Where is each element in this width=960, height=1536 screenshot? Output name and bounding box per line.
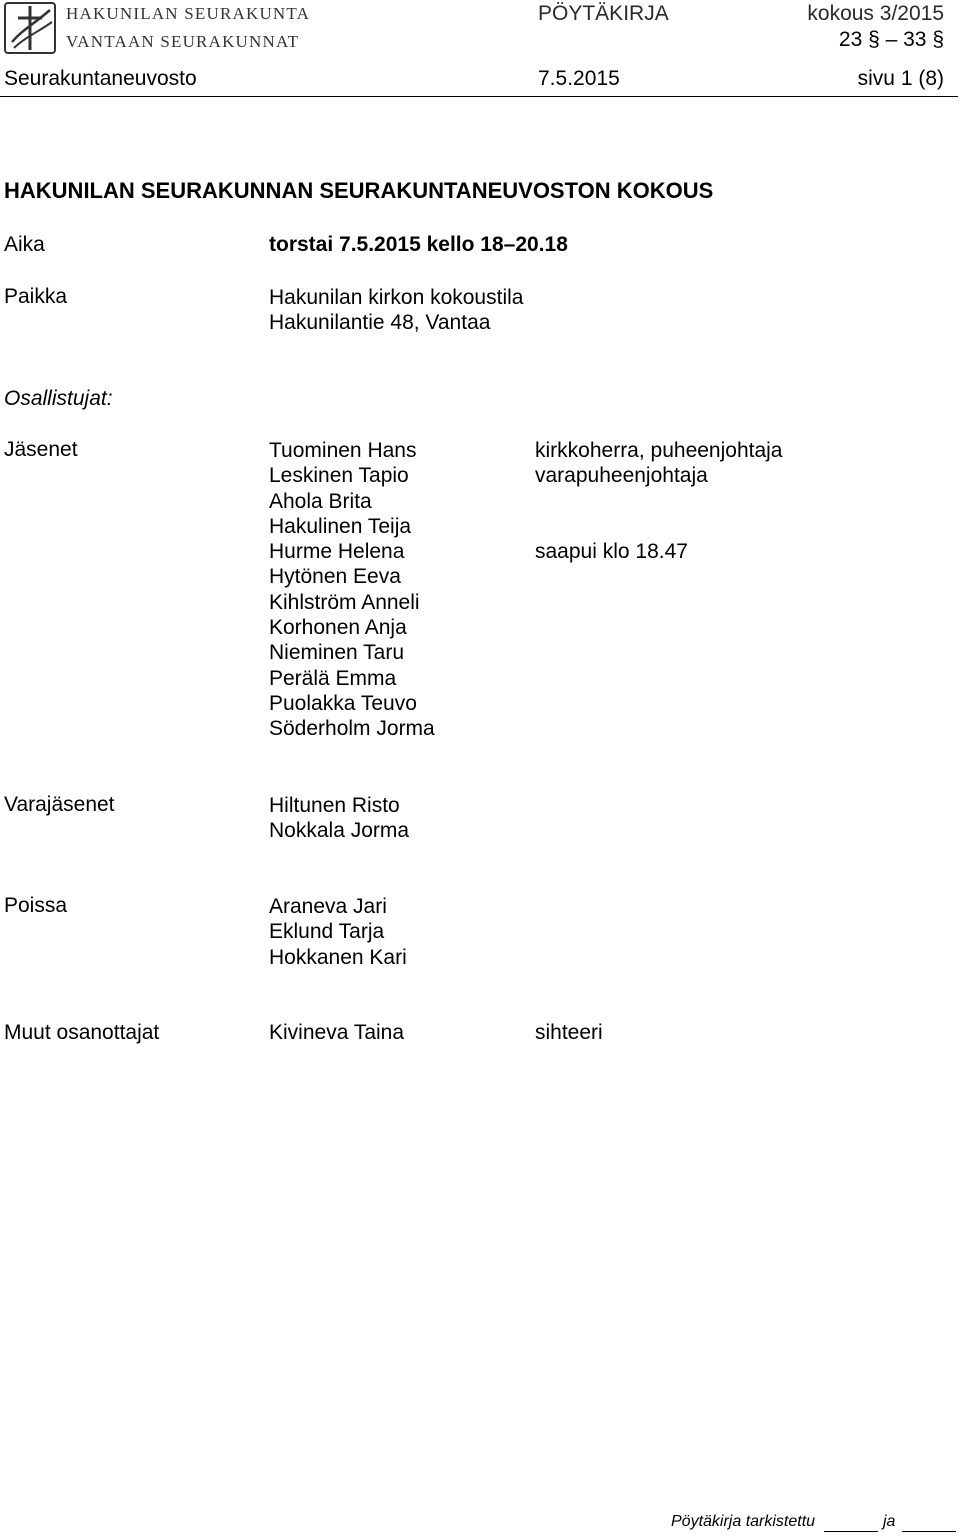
place-label: Paikka [4, 285, 68, 308]
signature-blank-1 [824, 1531, 878, 1532]
substitute-name: Nokkala Jorma [269, 819, 410, 843]
header-divider [0, 96, 958, 97]
member-note: kirkkoherra, puheenjohtaja [535, 439, 783, 462]
absent-label: Poissa [4, 894, 68, 917]
member-name: Kihlström Anneli [269, 590, 420, 614]
member-note: varapuheenjohtaja [535, 464, 708, 488]
footer-checked-label: Pöytäkirja tarkistettu [671, 1513, 816, 1530]
participants-heading: Osallistujat: [4, 387, 113, 410]
church-logo-icon [4, 2, 56, 54]
members-label: Jäsenet [4, 438, 78, 461]
others-name: Kivineva Taina [269, 1021, 405, 1044]
member-name: Puolakka Teuvo [269, 691, 417, 715]
section-range: 23 § – 33 § [838, 28, 944, 51]
absent-list [269, 894, 407, 970]
member-name: Nieminen Taru [269, 641, 405, 665]
member-name: Leskinen Tapio [269, 464, 409, 488]
member-note [535, 514, 783, 539]
page-number: sivu 1 (8) [857, 67, 944, 90]
place-line-1: Hakunilan kirkon kokoustila [269, 286, 524, 309]
absent-name: Hokkanen Kari [269, 945, 407, 969]
member-name: Tuominen Hans [269, 439, 417, 462]
body-name: Seurakuntaneuvosto [4, 67, 197, 90]
member-name: Hakulinen Teija [269, 514, 412, 538]
signature-blank-2 [902, 1531, 956, 1532]
document-type: PÖYTÄKIRJA [538, 2, 669, 25]
absent-name: Araneva Jari [269, 895, 387, 918]
others-role: sihteeri [535, 1021, 603, 1044]
footer-and-label: ja [883, 1513, 896, 1530]
members-notes [535, 438, 783, 564]
meeting-date: 7.5.2015 [538, 67, 620, 90]
substitutes-label: Varajäsenet [4, 793, 115, 816]
member-name: Korhonen Anja [269, 616, 407, 640]
member-name: Perälä Emma [269, 666, 397, 690]
meeting-number: kokous 3/2015 [807, 2, 944, 25]
member-note: saapui klo 18.47 [535, 540, 688, 564]
page-title: HAKUNILAN SEURAKUNNAN SEURAKUNTANEUVOSTON KOKOUS [4, 178, 714, 203]
org-subname: VANTAAN SEURAKUNNAT [66, 32, 300, 51]
member-note [535, 489, 783, 514]
member-name: Ahola Brita [269, 489, 372, 513]
place-line-2: Hakunilantie 48, Vantaa [269, 311, 491, 335]
absent-name: Eklund Tarja [269, 920, 385, 944]
substitutes-list [269, 793, 409, 844]
place-value [269, 285, 523, 336]
others-label: Muut osanottajat [4, 1021, 160, 1044]
member-name: Söderholm Jorma [269, 717, 435, 741]
members-list [269, 438, 435, 742]
time-value: torstai 7.5.2015 kello 18–20.18 [269, 233, 568, 256]
org-name: HAKUNILAN SEURAKUNTA [66, 4, 311, 23]
member-name: Hurme Helena [269, 540, 405, 564]
substitute-name: Hiltunen Risto [269, 794, 400, 817]
time-label: Aika [4, 233, 45, 256]
member-name: Hytönen Eeva [269, 565, 401, 589]
